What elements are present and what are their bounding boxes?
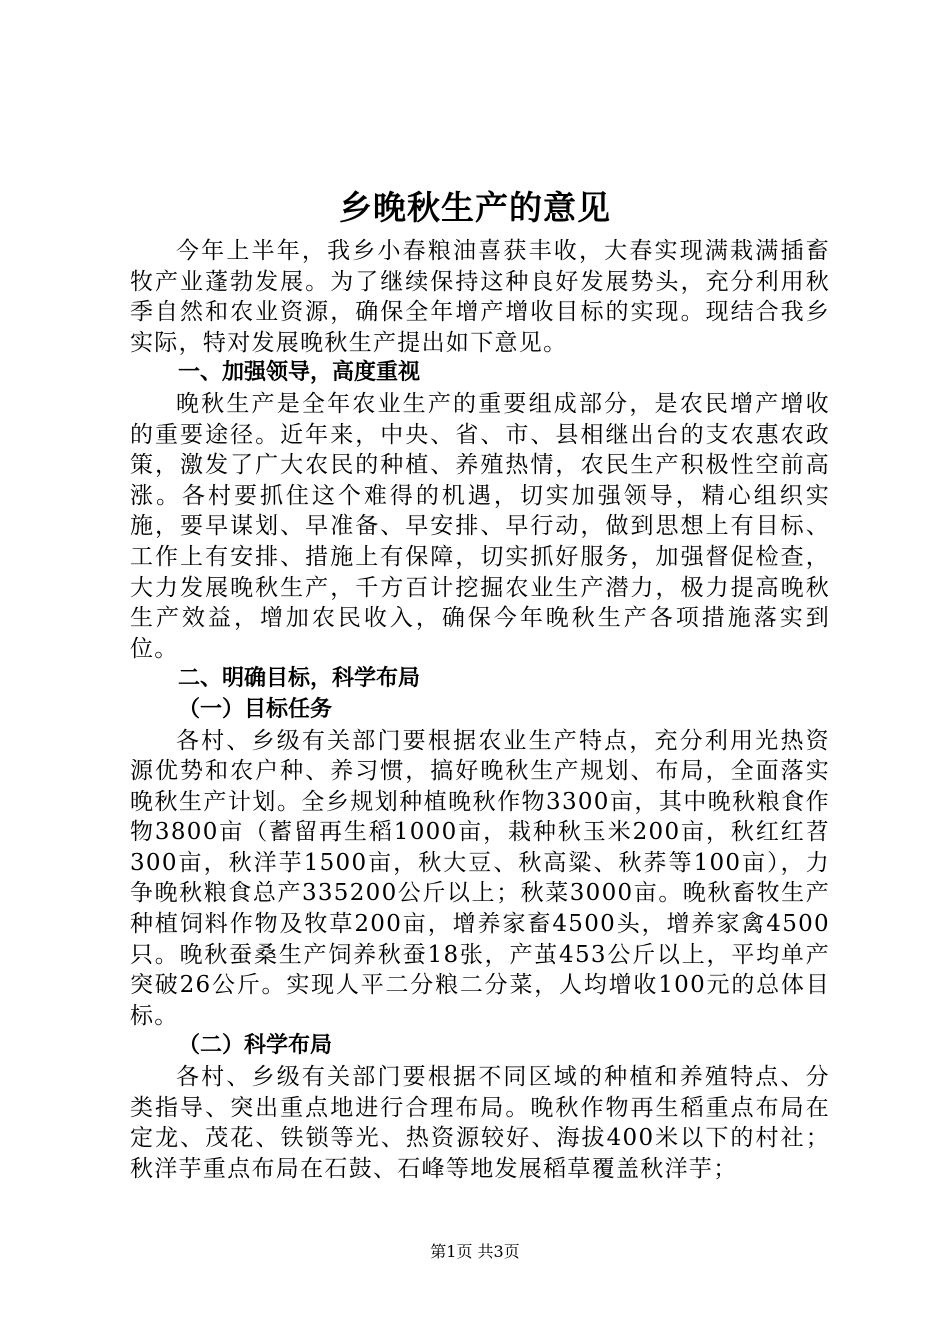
section-1-heading: 一、加强领导，高度重视	[178, 360, 421, 386]
intro-paragraph: 今年上半年，我乡小春粮油喜获丰收，大春实现满栽满插畜牧产业蓬勃发展。为了继续保持这种良好发展势头，充分利用秋季自然和农业资源，确保全年增产增收目标的实现。现结合我乡实际，特对发展晚秋生产提出如下意见。	[130, 238, 830, 356]
subsection-2-heading: （二）科学布局	[178, 1033, 333, 1059]
page-footer: 第1页 共3页	[430, 1242, 520, 1261]
document-title: 乡晚秋生产的意见	[339, 188, 611, 227]
subsection-1-paragraph: 各村、乡级有关部门要根据农业生产特点，充分利用光热资源优势和农户种、养习惯，搞好晚秋生产规划、布局，全面落实晚秋生产计划。全乡规划种植晚秋作物3300亩，其中晚秋粮食作物3800亩（蓄留再生稻1000亩，栽种秋玉米200亩，秋红红苕300亩，秋洋芋1500亩，秋大豆、秋高粱、秋荞等100亩），力争晚秋粮食总产335200公斤以上；秋菜3000亩。晚秋畜牧生产种植饲料作物及牧草200亩，增养家畜4500头，增养家禽4500只。晚秋蚕桑生产饲养秋蚕18张，产茧453公斤以上，平均单产突破26公斤。实现人平二分粮二分菜，人均增收100元的总体目标。	[130, 727, 830, 1029]
document-body	[130, 236, 830, 1184]
subsection-1-heading: （一）目标任务	[178, 696, 333, 722]
section-1-paragraph: 晚秋生产是全年农业生产的重要组成部分，是农民增产增收的重要途径。近年来，中央、省、市、县相继出台的支农惠农政策，激发了广大农民的种植、养殖热情，农民生产积极性空前高涨。各村要抓住这个难得的机遇，切实加强领导，精心组织实施，要早谋划、早准备、早安排、早行动，做到思想上有目标、工作上有安排、措施上有保障，切实抓好服务，加强督促检查，大力发展晚秋生产，千方百计挖掘农业生产潜力，极力提高晚秋生产效益，增加农民收入，确保今年晚秋生产各项措施落实到位。	[130, 390, 830, 662]
section-2-heading: 二、明确目标，科学布局	[178, 666, 421, 692]
subsection-2-paragraph: 各村、乡级有关部门要根据不同区域的种植和养殖特点、分类指导、突出重点地进行合理布局。晚秋作物再生稻重点布局在定龙、茂花、铁锁等光、热资源较好、海拔400米以下的村社；秋洋芋重点布局在石鼓、石峰等地发展稻草覆盖秋洋芋；	[130, 1064, 830, 1182]
